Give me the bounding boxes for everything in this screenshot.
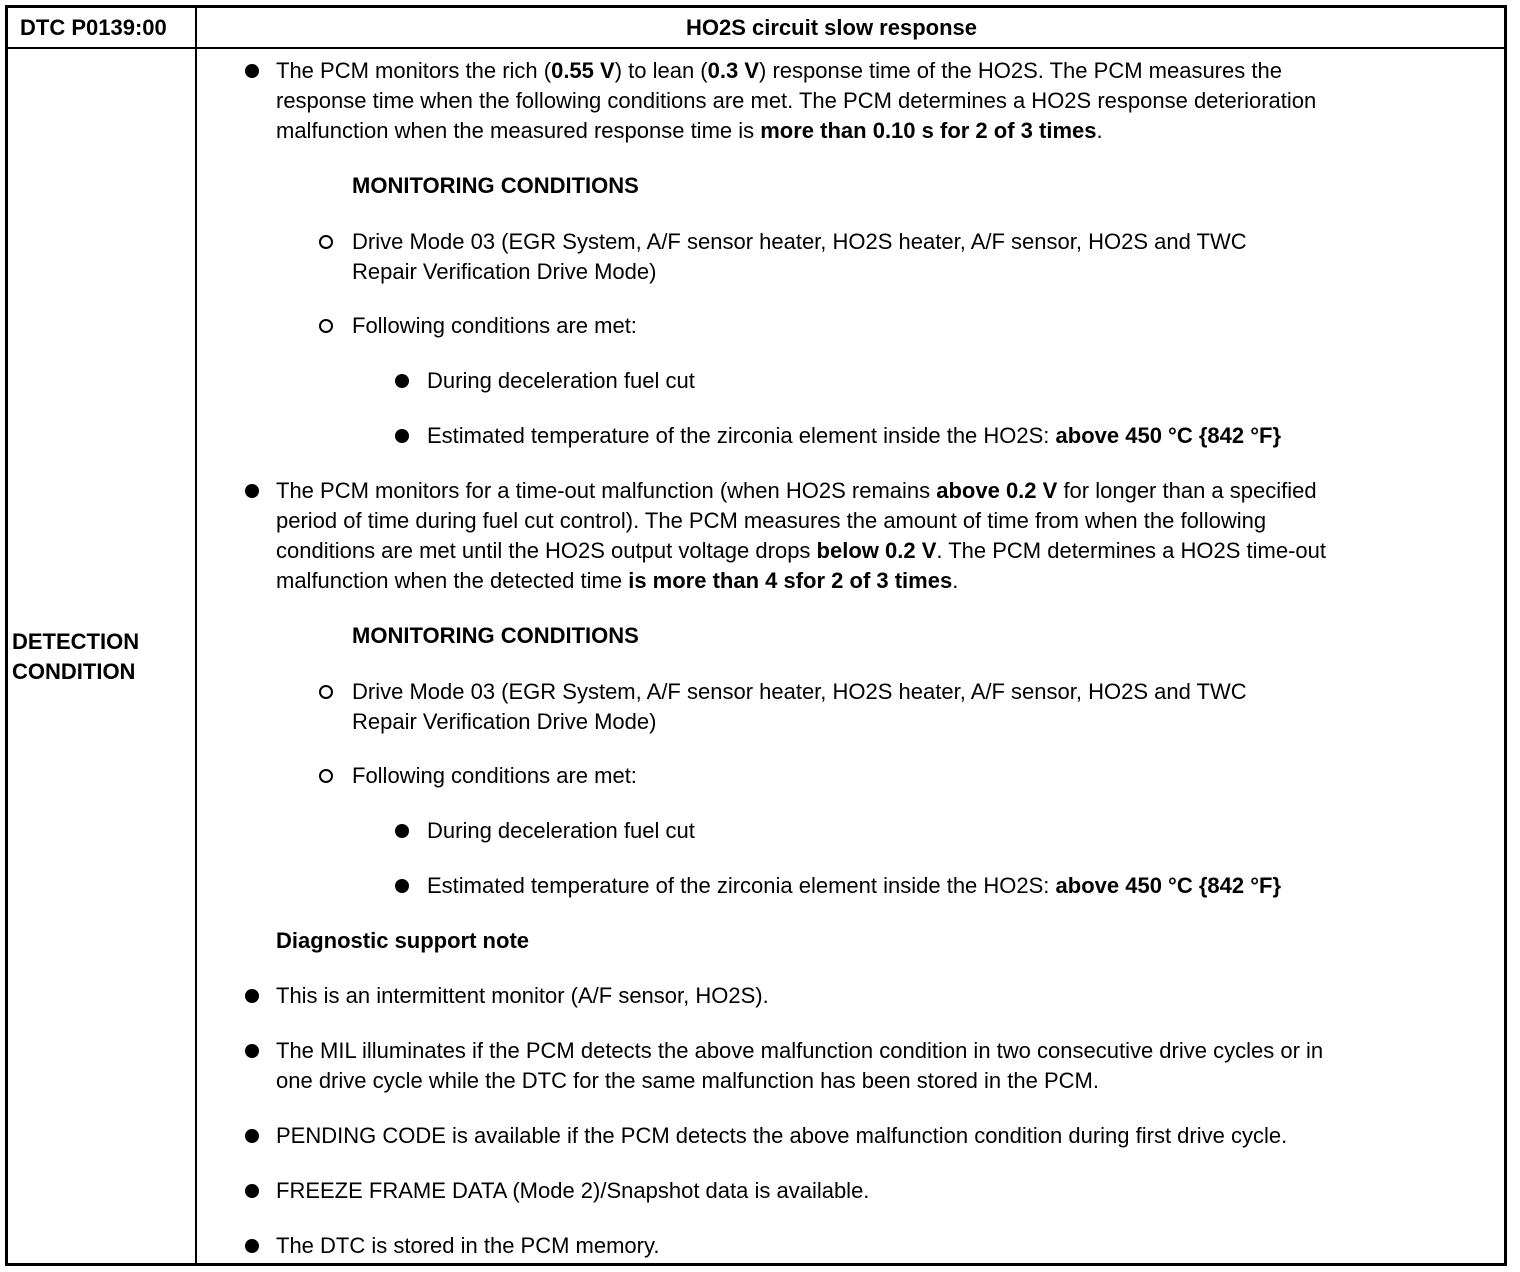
note-2-line1: The MIL illuminates if the PCM detects the above malfunction condition in two consecutive drive cycles or in (276, 1038, 1324, 1063)
diagnostic-support-heading: Diagnostic support note (276, 928, 529, 953)
c2a-line1: Drive Mode 03 (EGR System, A/F sensor heater, HO2S heater, A/F sensor, HO2S and TWC (352, 679, 1247, 704)
c1b-text: Following conditions are met: (352, 313, 637, 338)
bullet-icon (245, 989, 259, 1003)
bullet-icon (245, 1239, 259, 1253)
b2-line3: conditions are met until the HO2S output voltage drops below 0.2 V. The PCM determines a HO2S time-out (276, 538, 1327, 563)
b2-line2: period of time during fuel cut control). The PCM measures the amount of time from when the following (276, 508, 1267, 533)
bullet-icon (245, 1044, 259, 1058)
circle-bullet-icon (319, 685, 333, 699)
c2b-text: Following conditions are met: (352, 763, 637, 788)
b2-line4: malfunction when the detected time is more than 4 sfor 2 of 3 times. (276, 568, 959, 593)
s2a-text: During deceleration fuel cut (427, 818, 695, 843)
note-3: PENDING CODE is available if the PCM detects the above malfunction condition during first drive cycle. (276, 1123, 1288, 1148)
b1-line3: malfunction when the measured response time is more than 0.10 s for 2 of 3 times. (276, 118, 1103, 143)
bullet-icon (395, 879, 409, 893)
note-5: The DTC is stored in the PCM memory. (276, 1233, 660, 1258)
bullet-icon (245, 484, 259, 498)
note-2-line2: one drive cycle while the DTC for the same malfunction has been stored in the PCM. (276, 1068, 1099, 1093)
c1a-line2: Repair Verification Drive Mode) (352, 259, 657, 284)
c2a-line2: Repair Verification Drive Mode) (352, 709, 657, 734)
monitoring-conditions-heading: MONITORING CONDITIONS (352, 623, 639, 648)
b1-line1: The PCM monitors the rich (0.55 V) to lean (0.3 V) response time of the HO2S. The PCM measures the (276, 58, 1282, 83)
detection-label-line2: CONDITION (12, 659, 136, 684)
bullet-icon (395, 374, 409, 388)
column-divider (195, 5, 197, 1266)
b1-line2: response time when the following conditions are met. The PCM determines a HO2S response deterioration (276, 88, 1317, 113)
circle-bullet-icon (319, 235, 333, 249)
s1b-text: Estimated temperature of the zirconia element inside the HO2S: above 450 °C {842 °F} (427, 423, 1282, 448)
bullet-icon (245, 1184, 259, 1198)
circle-bullet-icon (319, 769, 333, 783)
note-1: This is an intermittent monitor (A/F sensor, HO2S). (276, 983, 769, 1008)
note-4: FREEZE FRAME DATA (Mode 2)/Snapshot data is available. (276, 1178, 870, 1203)
table-title: HO2S circuit slow response (686, 15, 977, 40)
c1a-line1: Drive Mode 03 (EGR System, A/F sensor heater, HO2S heater, A/F sensor, HO2S and TWC (352, 229, 1247, 254)
bullet-icon (245, 64, 259, 78)
b2-line1: The PCM monitors for a time-out malfunction (when HO2S remains above 0.2 V for longer than a specified (276, 478, 1317, 503)
monitoring-conditions-heading: MONITORING CONDITIONS (352, 173, 639, 198)
s2b-text: Estimated temperature of the zirconia element inside the HO2S: above 450 °C {842 °F} (427, 873, 1282, 898)
s1a-text: During deceleration fuel cut (427, 368, 695, 393)
header-divider (5, 47, 1507, 49)
circle-bullet-icon (319, 319, 333, 333)
bullet-icon (395, 824, 409, 838)
detection-label-line1: DETECTION (12, 629, 140, 654)
dtc-code: DTC P0139:00 (20, 15, 167, 40)
bullet-icon (395, 429, 409, 443)
bullet-icon (245, 1129, 259, 1143)
